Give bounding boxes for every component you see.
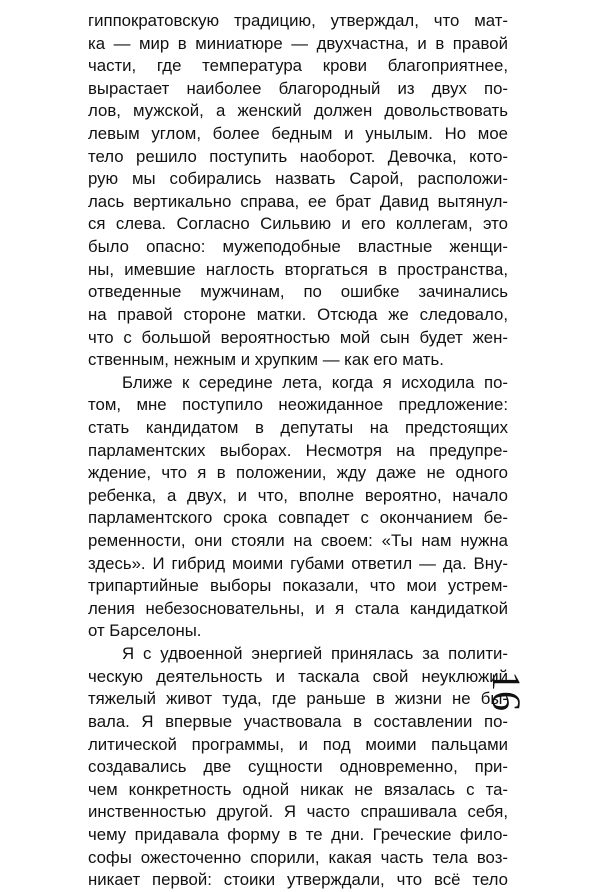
- text-line: лась вертикально справа, ее брат Давид вытянул-: [88, 191, 508, 211]
- text-line: парламентского срока совпадет с окончанием бе-: [88, 508, 508, 528]
- text-line: парламентских выборах. Несмотря на предупре-: [88, 440, 508, 460]
- text-line: ственным, нежным и хрупким — как его мать.: [88, 350, 444, 370]
- text-line: ны, имевшие наглость вторгаться в пространства,: [88, 259, 508, 279]
- text-line: рую мы собирались назвать Сарой, расположи-: [88, 169, 508, 189]
- text-line: литической программы, и под моими пальцами: [88, 734, 508, 754]
- text-line: на правой стороне матки. Отсюда же следовало,: [88, 304, 508, 324]
- text-line: ческую деятельность и таскала свой неуклюжий: [88, 666, 508, 686]
- text-line: чем конкретность одной никак не вязалась с та-: [88, 779, 508, 799]
- text-line: лов, мужской, а женский должен довольствовать: [88, 101, 508, 121]
- text-line: левым углом, более бедным и унылым. Но мое: [88, 124, 508, 144]
- text-line: ременности, они стояли на своем: «Ты нам нужна: [88, 531, 508, 551]
- text-line: ления небезосновательны, и я стала кандидаткой: [88, 598, 508, 618]
- text-line: части, где температура крови благоприятнее,: [88, 56, 508, 76]
- text-line: чему придавала форму в те дни. Греческие фило-: [88, 824, 508, 844]
- text-line: ка — мир в миниатюре — двухчастна, и в правой: [88, 33, 508, 53]
- text-line: тяжелый живот туда, где раньше в жизни не бы-: [88, 689, 508, 709]
- text-line: от Барселоны.: [88, 621, 202, 641]
- text-line: ребенка, а двух, и что, вполне вероятно, начало: [88, 485, 508, 505]
- text-line: стать кандидатом в депутаты на предстоящих: [88, 417, 508, 437]
- text-line: Ближе к середине лета, когда я исходила по-: [122, 372, 508, 392]
- text-line: том, мне поступило неожиданное предложение:: [88, 395, 508, 415]
- text-line: что с большой вероятностью мой сын будет жен-: [88, 327, 508, 347]
- text-line: инственностью другой. Я часто спрашивала себя,: [88, 802, 508, 822]
- text-line: софы ожесточенно спорили, какая часть тела воз-: [88, 847, 508, 867]
- text-line: трипартийные выборы показали, что мои устрем-: [88, 576, 508, 596]
- text-line: было опасно: мужеподобные властные женщи-: [88, 237, 508, 257]
- text-line: вала. Я впервые участвовала в составлении по-: [88, 711, 508, 731]
- text-line: здесь». И гибрид моими губами ответил — да. Вну-: [88, 553, 508, 573]
- text-line: никает первой: стоики утверждали, что всё тело: [88, 870, 508, 890]
- text-line: ся слева. Согласно Сильвию и его коллегам, это: [88, 214, 508, 234]
- text-line: тело решило поступить наоборот. Девочка, кото-: [88, 146, 508, 166]
- text-line: вырастает наиболее благородный из двух по-: [88, 78, 508, 98]
- text-line: ждение, что я в положении, жду даже не одного: [88, 463, 508, 483]
- body-text: [88, 10, 508, 892]
- text-line: создавались две сущности одновременно, при-: [88, 757, 508, 777]
- text-line: гиппократовскую традицию, утверждал, что мат-: [88, 11, 508, 30]
- text-line: Я с удвоенной энергией принялась за полити-: [122, 644, 508, 664]
- page-number: 16: [484, 671, 529, 711]
- text-line: отведенные мужчинам, по ошибке зачинались: [88, 282, 508, 302]
